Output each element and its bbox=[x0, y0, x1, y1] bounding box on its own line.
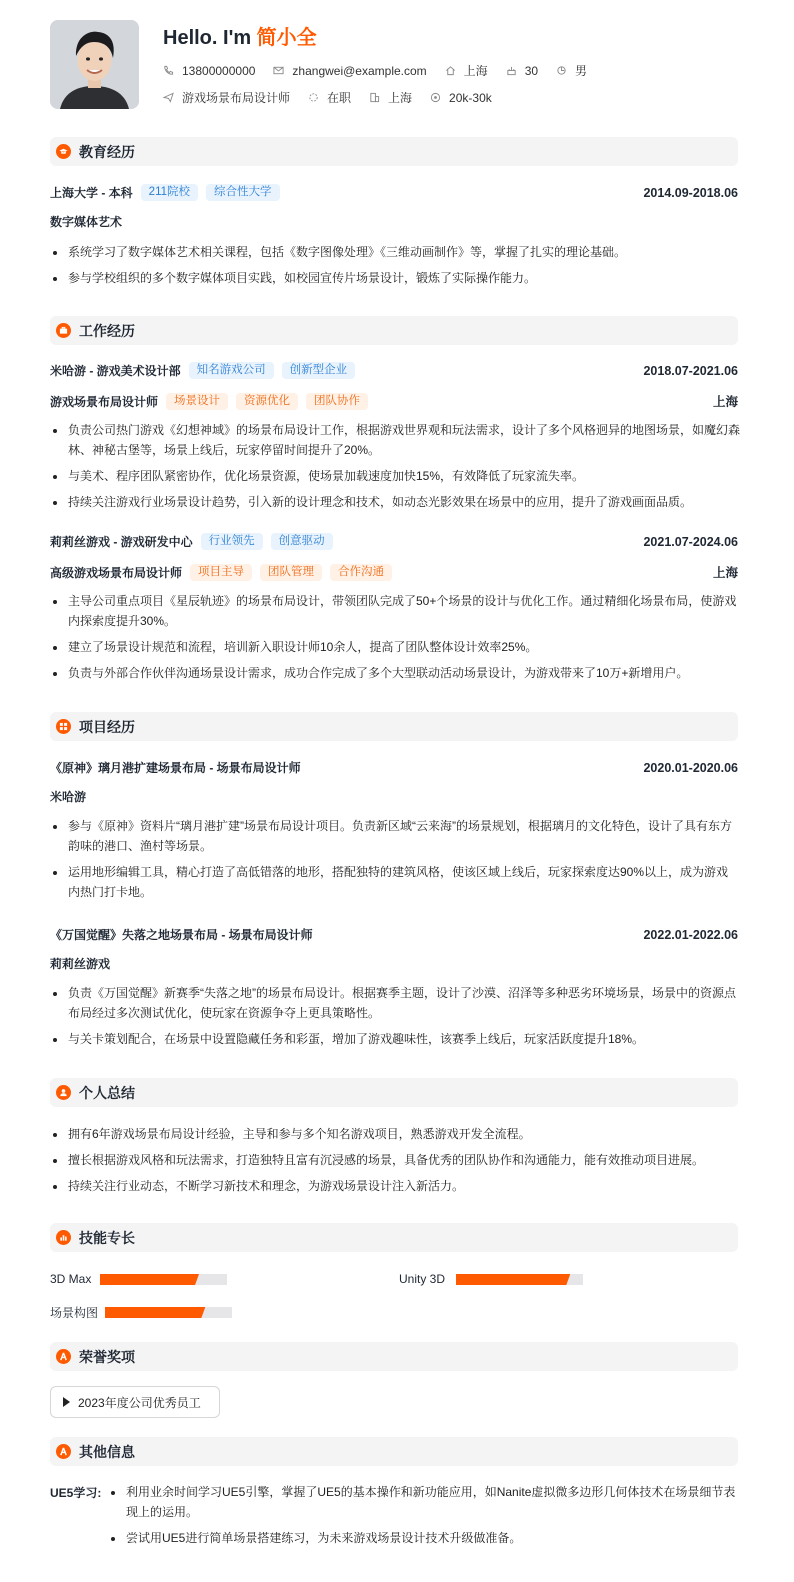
avatar-portrait-image bbox=[50, 20, 139, 109]
school-tag: 211院校 bbox=[141, 184, 198, 201]
section-title: 荣誉奖项 bbox=[79, 1348, 135, 1365]
project-title-line bbox=[50, 759, 738, 776]
work-city: 上海 bbox=[712, 566, 738, 580]
award-text: 2023年度公司优秀员工 bbox=[78, 1395, 201, 1410]
project-period: 2020.01-2020.06 bbox=[643, 760, 738, 775]
list-item: 持续关注游戏行业场景设计趋势，引入新的设计理念和技术，如动态光影效果在场景中的应用，提升了游戏画面品质。 bbox=[50, 492, 740, 512]
work-company-line bbox=[50, 362, 738, 379]
company-tag: 创意驱动 bbox=[271, 533, 333, 550]
send-icon bbox=[163, 92, 174, 103]
project-company-line bbox=[50, 788, 738, 805]
work-city: 上海 bbox=[712, 395, 738, 409]
salary-text: 20k-30k bbox=[449, 90, 492, 105]
skill-bar-fill bbox=[100, 1274, 199, 1285]
list-item: 持续关注行业动态，不断学习新技术和理念，为游戏场景设计注入新活力。 bbox=[50, 1176, 740, 1196]
list-item: 负责《万国觉醒》新赛季“失落之地”的场景布局设计。根据赛季主题，设计了沙漠、沼泽等多种恶劣环境场景，场景中的资源点布局经过多次测试优化，使玩家在资源争夺上更具策略性。 bbox=[50, 983, 740, 1023]
greeting-text: Hello. I'm bbox=[163, 27, 252, 49]
section-header-awards bbox=[50, 1342, 738, 1371]
status-text: 在职 bbox=[327, 91, 352, 105]
skill-item bbox=[399, 1271, 589, 1287]
project-period: 2022.01-2022.06 bbox=[643, 927, 738, 942]
section-title: 技能专长 bbox=[79, 1229, 135, 1246]
work-city-item bbox=[369, 89, 412, 106]
gender-text: 男 bbox=[575, 64, 588, 78]
project-company: 莉莉丝游戏 bbox=[50, 957, 111, 971]
phone-number: 13800000000 bbox=[182, 63, 256, 78]
list-item: 参与《原神》资料片“璃月港扩建”场景布局设计项目。负责新区域“云来海”的场景规划，根据璃月的文化特色，设计了具有东方韵味的港口、渔村等场景。 bbox=[50, 816, 740, 856]
list-item: 建立了场景设计规范和流程，培训新入职设计师10余人，提高了团队整体设计效率25%。 bbox=[50, 637, 740, 657]
list-item: 主导公司重点项目《星辰轨迹》的场景布局设计，带领团队完成了50+个场景的设计与优化工作。通过精细化场景布局，使游戏内探索度提升30%。 bbox=[50, 591, 740, 631]
work-role-line bbox=[50, 392, 738, 410]
project-bullets bbox=[50, 983, 740, 1055]
skill-bar bbox=[456, 1274, 583, 1285]
list-item: 系统学习了数字媒体艺术相关课程，包括《数字图像处理》《三维动画制作》等，掌握了扎实的理论基础。 bbox=[50, 242, 740, 262]
company-tag: 知名游戏公司 bbox=[189, 362, 274, 379]
user-icon bbox=[56, 1085, 71, 1100]
skill-name: 场景构图 bbox=[50, 1305, 99, 1320]
bar-chart-icon bbox=[56, 1230, 71, 1245]
project-company: 米哈游 bbox=[50, 790, 87, 804]
project-bullets bbox=[50, 816, 740, 908]
major-line bbox=[50, 213, 738, 230]
major-name: 数字媒体艺术 bbox=[50, 215, 123, 229]
work-company-line bbox=[50, 533, 738, 550]
work-period: 2021.07-2024.06 bbox=[643, 534, 738, 549]
education-header-line bbox=[50, 184, 738, 201]
city-item bbox=[445, 62, 488, 79]
company-tag: 创新型企业 bbox=[282, 362, 356, 379]
list-item: 负责公司热门游戏《幻想神域》的场景布局设计工作，根据游戏世界观和玩法需求，设计了多个风格迥异的地图场景，如魔幻森林、神秘古堡等，场景上线后，玩家停留时间提升了20%。 bbox=[50, 420, 740, 460]
job-title-item bbox=[163, 89, 290, 106]
work-period: 2018.07-2021.06 bbox=[643, 363, 738, 378]
company-name: 莉莉丝游戏 - 游戏研发中心 bbox=[50, 535, 193, 549]
section-title: 个人总结 bbox=[79, 1084, 135, 1101]
list-item: 负责与外部合作伙伴沟通场景设计需求，成功合作完成了多个大型联动活动场景设计，为游戏带来了10万+新增用户。 bbox=[50, 663, 740, 683]
gender-item bbox=[556, 62, 587, 79]
list-item: 与美术、程序团队紧密协作，优化场景资源，使场景加载速度加快15%，有效降低了玩家流失率。 bbox=[50, 466, 740, 486]
skill-item bbox=[50, 1304, 235, 1320]
section-title: 工作经历 bbox=[79, 322, 135, 339]
section-header-skills bbox=[50, 1223, 738, 1252]
work-bullets bbox=[50, 420, 740, 518]
skill-tag: 合作沟通 bbox=[330, 564, 392, 581]
section-title: 其他信息 bbox=[79, 1443, 135, 1460]
grid-icon bbox=[56, 719, 71, 734]
company-name: 米哈游 - 游戏美术设计部 bbox=[50, 364, 181, 378]
avatar bbox=[50, 20, 139, 109]
email-icon bbox=[273, 65, 284, 76]
building-icon bbox=[369, 92, 380, 103]
education-period: 2014.09-2018.06 bbox=[643, 185, 738, 200]
section-header-other bbox=[50, 1437, 738, 1466]
resume-header bbox=[50, 20, 750, 112]
education-bullets bbox=[50, 242, 740, 294]
skill-tag: 场景设计 bbox=[166, 393, 228, 410]
skill-tag: 项目主导 bbox=[190, 564, 252, 581]
status-item bbox=[308, 89, 351, 106]
graduation-cap-icon bbox=[56, 144, 71, 159]
work-bullets bbox=[50, 591, 740, 689]
company-tag: 行业领先 bbox=[201, 533, 263, 550]
award-item bbox=[50, 1386, 220, 1418]
skill-tag: 团队管理 bbox=[260, 564, 322, 581]
skill-name: 3D Max bbox=[50, 1272, 92, 1286]
list-item: 参与学校组织的多个数字媒体项目实践，如校园宣传片场景设计，锻炼了实际操作能力。 bbox=[50, 268, 740, 288]
other-label: UE5学习: bbox=[50, 1486, 102, 1500]
skill-bar bbox=[105, 1307, 232, 1318]
status-icon bbox=[308, 92, 319, 103]
work-city-text: 上海 bbox=[388, 91, 413, 105]
section-header-projects bbox=[50, 712, 738, 741]
cake-icon bbox=[506, 65, 517, 76]
list-item: 利用业余时间学习UE5引擎，掌握了UE5的基本操作和新功能应用，如Nanite虚拟微多边形几何体技术在场景细节表现上的运用。 bbox=[108, 1482, 740, 1522]
work-role-line bbox=[50, 563, 738, 581]
project-title: 《原神》璃月港扩建场景布局 - 场景布局设计师 bbox=[50, 761, 301, 775]
medal-icon bbox=[56, 1349, 71, 1364]
list-item: 尝试用UE5进行简单场景搭建练习，为未来游戏场景设计技术升级做准备。 bbox=[108, 1528, 740, 1548]
list-item: 与关卡策划配合，在场景中设置隐藏任务和彩蛋，增加了游戏趣味性，该赛季上线后，玩家活跃度提升18%。 bbox=[50, 1029, 740, 1049]
school-name: 上海大学 - 本科 bbox=[50, 186, 133, 200]
skill-bar bbox=[100, 1274, 227, 1285]
list-item: 运用地形编辑工具，精心打造了高低错落的地形，搭配独特的建筑风格，使该区域上线后，玩家探索度达90%以上，成为游戏内热门打卡地。 bbox=[50, 862, 740, 902]
section-header-education bbox=[50, 137, 738, 166]
project-title: 《万国觉醒》失落之地场景布局 - 场景布局设计师 bbox=[50, 928, 313, 942]
home-icon bbox=[445, 65, 456, 76]
section-title: 项目经历 bbox=[79, 718, 135, 735]
greeting-title bbox=[163, 21, 317, 50]
phone-item bbox=[163, 64, 255, 78]
phone-icon bbox=[163, 65, 174, 76]
email-item bbox=[273, 64, 426, 78]
skill-bar-fill bbox=[456, 1274, 570, 1285]
job-intent-row bbox=[163, 89, 510, 106]
section-header-summary bbox=[50, 1078, 738, 1107]
briefcase-icon bbox=[56, 323, 71, 338]
gender-icon bbox=[556, 65, 567, 76]
school-tag: 综合性大学 bbox=[206, 184, 280, 201]
skill-tag: 团队协作 bbox=[306, 393, 368, 410]
section-title: 教育经历 bbox=[79, 143, 135, 160]
role-name: 游戏场景布局设计师 bbox=[50, 394, 159, 409]
age-item bbox=[506, 64, 538, 78]
skill-name: Unity 3D bbox=[399, 1272, 446, 1286]
list-item: 擅长根据游戏风格和玩法需求，打造独特且富有沉浸感的场景，具备优秀的团队协作和沟通能力，能有效推动项目进展。 bbox=[50, 1150, 740, 1170]
section-header-work bbox=[50, 316, 738, 345]
candidate-name: 简小全 bbox=[256, 27, 317, 49]
skill-bar-fill bbox=[105, 1307, 205, 1318]
coin-icon bbox=[430, 92, 441, 103]
list-item: 拥有6年游戏场景布局设计经验，主导和参与多个知名游戏项目，熟悉游戏开发全流程。 bbox=[50, 1124, 740, 1144]
city-text: 上海 bbox=[463, 64, 488, 78]
skill-tag: 资源优化 bbox=[236, 393, 298, 410]
role-name: 高级游戏场景布局设计师 bbox=[50, 565, 183, 580]
contact-info-row bbox=[163, 62, 605, 79]
job-title-text: 游戏场景布局设计师 bbox=[182, 91, 291, 105]
email-address: zhangwei@example.com bbox=[292, 63, 427, 78]
project-company-line bbox=[50, 955, 738, 972]
summary-bullets bbox=[50, 1124, 740, 1202]
play-triangle-icon bbox=[63, 1397, 70, 1407]
age-text: 30 bbox=[524, 63, 539, 78]
salary-item bbox=[430, 91, 492, 105]
skill-item bbox=[50, 1271, 230, 1287]
info-a-icon bbox=[56, 1444, 71, 1459]
other-bullets bbox=[108, 1482, 740, 1554]
project-title-line bbox=[50, 926, 738, 943]
